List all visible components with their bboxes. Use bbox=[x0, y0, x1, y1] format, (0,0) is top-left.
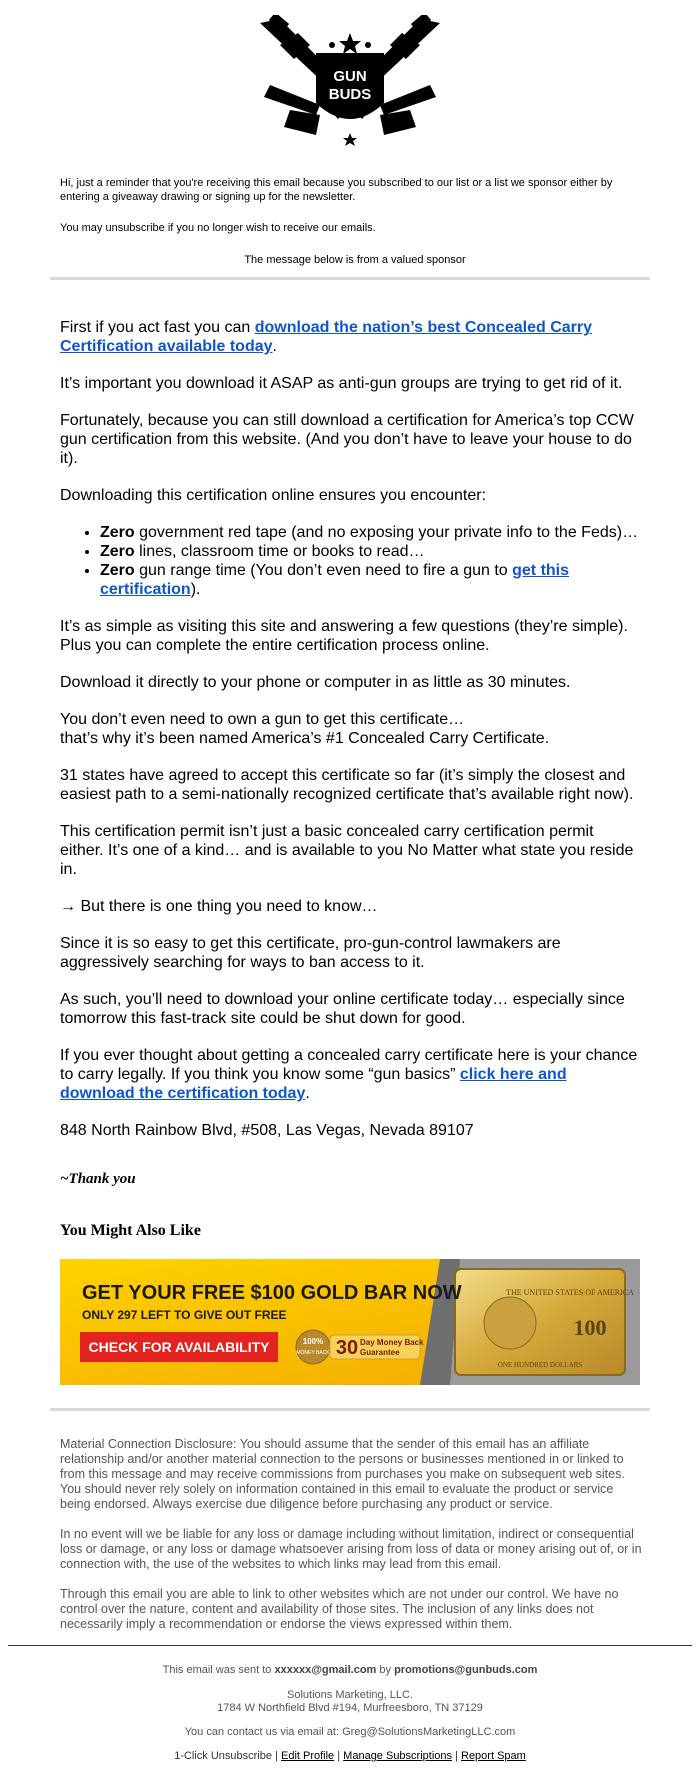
paragraph-6: Download it directly to your phone or computer in as little as 30 minutes. bbox=[60, 674, 571, 691]
get-certification-link[interactable]: get this certification bbox=[100, 562, 570, 598]
footer-divider bbox=[8, 1645, 692, 1646]
logo-text-gun: GUN bbox=[333, 68, 367, 85]
disclosure-paragraph-2: In no event will we be liable for any loss or damage including without limitation, indirect or consequential loss or damage, or any loss or damage whatsoever arising from loss of data or money arising out of, or in connection with, the use of the websites to which links may lead from this email. bbox=[60, 1527, 642, 1571]
list-item: • Zero lines, classroom time or books to read… bbox=[100, 542, 640, 561]
reminder-text: Hi, just a reminder that you're receiving this email because you subscribed to our list or a list we sponsor either by entering a giveaway drawing or signing up for the newsletter. bbox=[60, 177, 613, 203]
paragraph-3: Fortunately, because you can still download a certification for America’s top CCW gun certification from this website. (And you don’t have to leave your house to do it). bbox=[60, 412, 634, 467]
article-body bbox=[60, 318, 640, 1207]
click-here-download-link[interactable]: click here and download the certification today bbox=[60, 1066, 567, 1102]
gold-bar-value: 100 bbox=[573, 1315, 607, 1340]
sponsor-note: The message below is from a valued sponsor bbox=[244, 254, 466, 266]
paragraph-2: It’s important you download it ASAP as anti-gun groups are trying to get rid of it. bbox=[60, 375, 623, 392]
ad-subline: ONLY 297 LEFT TO GIVE OUT FREE bbox=[82, 1308, 287, 1322]
gun-buds-logo[interactable] bbox=[250, 15, 450, 148]
gold-bar-ad-banner[interactable] bbox=[60, 1259, 640, 1385]
svg-text:Day Money Back: Day Money Back bbox=[360, 1338, 424, 1347]
list-item: • Zero government red tape (and no exposing your private info to the Feds)… bbox=[100, 523, 640, 542]
disclosure bbox=[60, 1437, 645, 1647]
paragraph-5: It’s as simple as visiting this site and answering a few questions (they’re simple). Plus you can complete the entire certification process online. bbox=[60, 618, 628, 654]
check-availability-label: CHECK FOR AVAILABILITY bbox=[88, 1339, 270, 1355]
paragraph-1: First if you act fast you can download the nation’s best Concealed Carry Certification available today. bbox=[60, 319, 592, 355]
paragraph-10: → But there is one thing you need to know… bbox=[60, 898, 378, 915]
gold-bar-top-text: THE UNITED STATES OF AMERICA bbox=[506, 1288, 634, 1297]
disclosure-paragraph-1: Material Connection Disclosure: You should assume that the sender of this email has an affiliate relationship and/or another material connection to the persons or businesses mentioned in or linked to from this message and may receive commissions from purchases you make on subsequent web sites. You should never rely solely on information contained in this email to evaluate the product or service being endorsed. Always exercise due diligence before purchasing any product or service. bbox=[60, 1437, 625, 1511]
manage-subscriptions-link[interactable]: Manage Subscriptions bbox=[343, 1750, 453, 1762]
paragraph-12: As such, you’ll need to download your online certificate today… especially since tomorrow this fast-track site could be shut down for good. bbox=[60, 991, 625, 1027]
one-click-unsubscribe[interactable]: 1-Click Unsubscribe bbox=[174, 1750, 272, 1762]
edit-profile-link[interactable]: Edit Profile bbox=[280, 1750, 335, 1762]
download-certification-link[interactable]: download the nation’s best Concealed Carry Certification available today bbox=[60, 319, 592, 355]
money-back-badge bbox=[296, 1330, 330, 1364]
report-spam-link[interactable]: Report Spam bbox=[461, 1750, 526, 1762]
sender-email: promotions@gunbuds.com bbox=[394, 1664, 538, 1676]
sender-address: 848 North Rainbow Blvd, #508, Las Vegas, Nevada 89107 bbox=[60, 1122, 474, 1139]
you-might-also-like-heading: You Might Also Like bbox=[60, 1222, 201, 1239]
paragraph-13: If you ever thought about getting a concealed carry certificate here is your chance to carry legally. If you think you know some “gun basics” click here and download the certification today. bbox=[60, 1047, 638, 1102]
gold-bar-ad-graphic bbox=[60, 1259, 640, 1385]
sent-to-line: This email was sent to xxxxxx@gmail.com by promotions@gunbuds.com bbox=[162, 1664, 538, 1676]
company-name: Solutions Marketing, LLC. bbox=[287, 1689, 413, 1701]
paragraph-9: This certification permit isn’t just a basic concealed carry certification permit either. It’s one of a kind… and is available to you No Matter what state you reside in. bbox=[60, 823, 634, 878]
unsubscribe-note: You may unsubscribe if you no longer wish to receive our emails. bbox=[60, 222, 376, 234]
ad-headline: GET YOUR FREE $100 GOLD BAR NOW bbox=[82, 1282, 462, 1304]
footer-links: 1-Click Unsubscribe | Edit Profile | Manage Subscriptions | Report Spam bbox=[174, 1750, 526, 1762]
paragraph-4: Downloading this certification online ensures you encounter: bbox=[60, 487, 487, 504]
contact-line: You can contact us via email at: Greg@SolutionsMarketingLLC.com bbox=[184, 1726, 516, 1738]
svg-text:100%: 100% bbox=[302, 1337, 324, 1346]
svg-text:Guarantee: Guarantee bbox=[360, 1348, 400, 1357]
company-address: 1784 W Northfield Blvd #194, Murfreesboro, TN 37129 bbox=[217, 1702, 483, 1714]
thank-you-signoff: ~Thank you bbox=[60, 1171, 136, 1187]
section-divider bbox=[50, 277, 650, 280]
list-item: • Zero gun range time (You don’t even need to fire a gun to get this certification). bbox=[100, 561, 640, 599]
benefits-list bbox=[60, 523, 640, 599]
disclosure-paragraph-3: Through this email you are able to link to other websites which are not under our control. We have no control over the nature, content and availability of those sites. The inclusion of any links does not necessarily imply a recommendation or endorse the views expressed within them. bbox=[60, 1587, 619, 1631]
logo-text-buds: BUDS bbox=[328, 86, 372, 103]
paragraph-11: Since it is so easy to get this certificate, pro-gun-control lawmakers are aggressively searching for ways to ban access to it. bbox=[60, 935, 561, 971]
paragraph-7: You don’t even need to own a gun to get this certificate… that’s why it’s been named America’s #1 Concealed Carry Certificate. bbox=[60, 711, 550, 747]
svg-text:MONEY BACK: MONEY BACK bbox=[296, 1350, 330, 1356]
gold-bar-bottom-text: ONE HUNDRED DOLLARS bbox=[497, 1361, 583, 1369]
recipient-email: xxxxxx@gmail.com bbox=[274, 1664, 377, 1676]
logo-graphic bbox=[250, 15, 450, 148]
svg-text:30: 30 bbox=[335, 1337, 359, 1359]
paragraph-8: 31 states have agreed to accept this certificate so far (it’s simply the closest and easiest path to a semi-nationally recognized certificate that’s available right now). bbox=[60, 767, 634, 803]
section-divider bbox=[50, 1408, 650, 1411]
